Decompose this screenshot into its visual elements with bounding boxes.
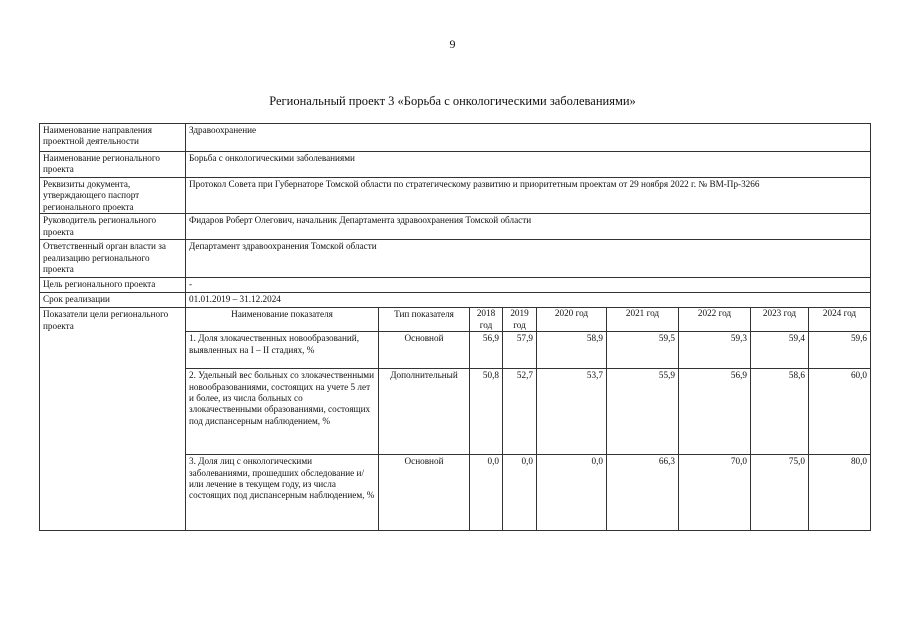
table-row: [40, 293, 871, 308]
row-label: Наименование направления проектной деятельности: [40, 124, 186, 152]
indicator-value: 59,5: [607, 332, 679, 369]
header-indicator-name: Наименование показателя: [186, 308, 379, 332]
header-year: 2018 год: [470, 308, 503, 332]
table-row: [40, 240, 871, 278]
indicator-value: 0,0: [470, 455, 503, 531]
header-year: 2022 год: [679, 308, 751, 332]
table-row: [40, 178, 871, 214]
indicator-value: 80,0: [809, 455, 871, 531]
row-value: 01.01.2019 – 31.12.2024: [186, 293, 871, 308]
indicator-value: 0,0: [503, 455, 537, 531]
project-passport-table: [39, 123, 871, 531]
row-value: Протокол Совета при Губернаторе Томской области по стратегическому развитию и приоритетным проектам от 29 ноября 2022 г. № ВМ-Пр-3266: [186, 178, 871, 214]
indicator-name: 3. Доля лиц с онкологическими заболеваниями, прошедших обследование и/или лечение в текущем году, из числа состоящих под диспансерным наблюдением, %: [186, 455, 379, 531]
indicator-type: Дополнительный: [379, 369, 470, 455]
row-value: Борьба с онкологическими заболеваниями: [186, 152, 871, 178]
table-row: [40, 278, 871, 293]
header-year: 2024 год: [809, 308, 871, 332]
indicators-section-label: Показатели цели регионального проекта: [40, 308, 186, 531]
row-label: Руководитель регионального проекта: [40, 214, 186, 240]
header-year: 2021 год: [607, 308, 679, 332]
row-value: -: [186, 278, 871, 293]
row-label: Цель регионального проекта: [40, 278, 186, 293]
indicator-value: 60,0: [809, 369, 871, 455]
indicator-value: 55,9: [607, 369, 679, 455]
indicator-name: 2. Удельный вес больных со злокачественными новообразованиями, состоящих на учете 5 лет и более, из числа больных со злокачественными образованиями, состоящих под диспансерным наблюдением, %: [186, 369, 379, 455]
indicator-value: 59,3: [679, 332, 751, 369]
indicator-value: 58,9: [537, 332, 607, 369]
indicator-name: 1. Доля злокачественных новообразований, выявленных на I – II стадиях, %: [186, 332, 379, 369]
table-row: [40, 152, 871, 178]
indicator-value: 52,7: [503, 369, 537, 455]
document-title: Региональный проект 3 «Борьба с онкологическими заболеваниями»: [269, 94, 636, 108]
indicator-value: 59,4: [751, 332, 809, 369]
indicator-value: 50,8: [470, 369, 503, 455]
row-label: Реквизиты документа, утверждающего паспорт регионального проекта: [40, 178, 186, 214]
row-label: Наименование регионального проекта: [40, 152, 186, 178]
row-value: Департамент здравоохранения Томской области: [186, 240, 871, 278]
row-label: Ответственный орган власти за реализацию регионального проекта: [40, 240, 186, 278]
indicator-value: 58,6: [751, 369, 809, 455]
row-value: Фидаров Роберт Олегович, начальник Департамента здравоохранения Томской области: [186, 214, 871, 240]
table-row: [40, 124, 871, 152]
indicator-value: 59,6: [809, 332, 871, 369]
page-number: 9: [449, 37, 456, 51]
indicator-type: Основной: [379, 332, 470, 369]
header-year: 2023 год: [751, 308, 809, 332]
header-indicator-type: Тип показателя: [379, 308, 470, 332]
indicator-type: Основной: [379, 455, 470, 531]
indicator-value: 75,0: [751, 455, 809, 531]
header-year: 2020 год: [537, 308, 607, 332]
row-label: Срок реализации: [40, 293, 186, 308]
indicator-value: 0,0: [537, 455, 607, 531]
header-year: 2019 год: [503, 308, 537, 332]
indicator-value: 56,9: [679, 369, 751, 455]
indicators-header-row: [40, 308, 871, 332]
indicator-value: 56,9: [470, 332, 503, 369]
row-value: Здравоохранение: [186, 124, 871, 152]
indicator-value: 70,0: [679, 455, 751, 531]
indicator-value: 53,7: [537, 369, 607, 455]
indicator-value: 66,3: [607, 455, 679, 531]
indicator-value: 57,9: [503, 332, 537, 369]
table-row: [40, 214, 871, 240]
